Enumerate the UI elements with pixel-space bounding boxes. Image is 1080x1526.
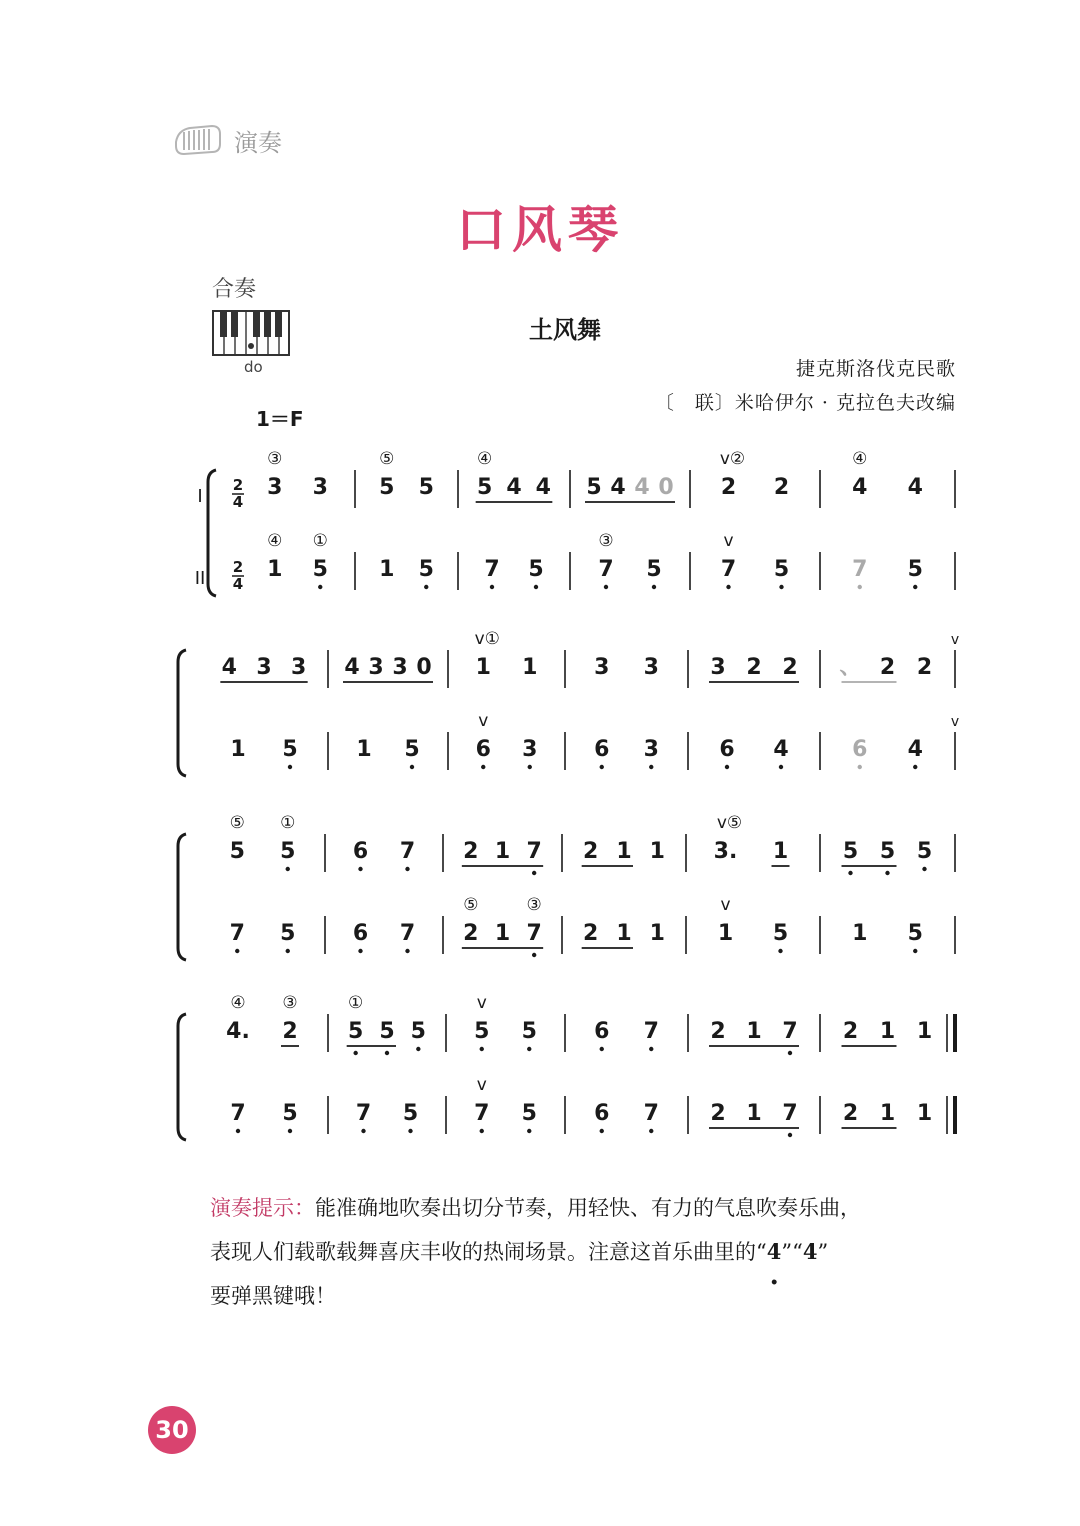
octave-dot-low bbox=[527, 1047, 531, 1051]
note: 2 bbox=[583, 921, 599, 946]
note: 7 bbox=[782, 1019, 798, 1044]
note: 2 bbox=[842, 1101, 859, 1126]
tips-line-1 bbox=[210, 1186, 950, 1230]
fingering-mark: ③ bbox=[598, 531, 614, 551]
note: 7 bbox=[230, 1101, 246, 1126]
note: 6 bbox=[594, 737, 610, 762]
octave-dot-low bbox=[358, 949, 362, 953]
note: 6 bbox=[352, 921, 369, 946]
fingering-mark: v② bbox=[719, 449, 746, 469]
fingering-mark: ④ bbox=[477, 449, 493, 469]
octave-dot-low bbox=[652, 585, 656, 589]
note: 5 bbox=[379, 1019, 395, 1044]
note: 2 bbox=[720, 475, 737, 500]
note: 2 bbox=[773, 475, 790, 500]
part-label-1: I bbox=[197, 486, 203, 507]
note: 3 bbox=[368, 655, 384, 680]
octave-dot-low bbox=[725, 765, 729, 769]
note: 5 bbox=[907, 921, 923, 946]
tips-line-2 bbox=[210, 1230, 950, 1291]
note: 1 bbox=[267, 557, 283, 582]
note: 2 bbox=[916, 655, 933, 680]
octave-dot-low bbox=[405, 949, 409, 953]
note: 5 bbox=[312, 557, 328, 582]
note: 7 bbox=[399, 921, 416, 946]
octave-dot-low bbox=[885, 871, 889, 875]
octave-dot-low bbox=[532, 871, 536, 875]
note: 5 bbox=[418, 557, 434, 582]
note: 6 bbox=[852, 737, 868, 762]
note: 2 bbox=[463, 921, 479, 946]
fingering-mark: v bbox=[476, 993, 487, 1013]
note: 2 bbox=[710, 1101, 726, 1126]
fingering-mark: ④ bbox=[267, 531, 283, 551]
note: 3 bbox=[710, 655, 726, 680]
note: 7 bbox=[399, 839, 416, 864]
octave-dot-low bbox=[286, 949, 290, 953]
octave-dot-low bbox=[480, 1047, 484, 1051]
note: 1 bbox=[772, 839, 789, 864]
note: 、 bbox=[839, 655, 862, 680]
fingering-mark: ① bbox=[348, 993, 364, 1013]
credit-arranger: 〔 联〕米哈伊尔 · 克拉色夫改编 bbox=[654, 392, 956, 414]
fingering-mark: v⑤ bbox=[716, 813, 743, 833]
note: 1 bbox=[746, 1019, 762, 1044]
note: 7 bbox=[229, 921, 245, 946]
octave-dot-low bbox=[235, 949, 239, 953]
tips-line-3: 要弹黑键哦！ bbox=[210, 1284, 336, 1308]
fingering-mark: ③ bbox=[267, 449, 283, 469]
note: 3 bbox=[256, 655, 272, 680]
note: 5 bbox=[402, 1101, 419, 1126]
note: 3. bbox=[713, 839, 738, 864]
octave-dot-low bbox=[288, 765, 292, 769]
fingering-mark: v① bbox=[474, 629, 500, 649]
note: 5 bbox=[418, 475, 434, 500]
octave-dot-low bbox=[532, 953, 536, 957]
note: 1 bbox=[379, 557, 395, 582]
octave-dot-low bbox=[600, 1129, 604, 1133]
note: 3 bbox=[312, 475, 328, 500]
octave-dot-low bbox=[480, 1129, 484, 1133]
note: 5 bbox=[404, 737, 420, 762]
octave-dot-low bbox=[408, 1129, 412, 1133]
octave-dot-low bbox=[779, 585, 783, 589]
octave-dot-low bbox=[922, 867, 926, 871]
note: 7 bbox=[526, 921, 542, 946]
octave-dot-low bbox=[361, 1129, 365, 1133]
note: 4 bbox=[344, 655, 360, 680]
note: 5 bbox=[842, 839, 859, 864]
note: 6 bbox=[475, 737, 491, 762]
tips-label: 演奏提示： bbox=[210, 1196, 315, 1220]
octave-dot-low bbox=[788, 1051, 792, 1055]
octave-dot-low bbox=[726, 585, 730, 589]
note: 2 bbox=[583, 839, 599, 864]
note: 2 bbox=[463, 839, 479, 864]
octave-dot-low bbox=[600, 765, 604, 769]
note: 5 bbox=[477, 475, 493, 500]
time-sig-bottom: 4 bbox=[232, 493, 244, 511]
octave-dot-low bbox=[405, 867, 409, 871]
octave-dot-low bbox=[913, 949, 917, 953]
keyboard-note-label: do bbox=[244, 358, 263, 376]
note: 3 bbox=[522, 737, 538, 762]
octave-dot-low bbox=[848, 871, 852, 875]
octave-dot-low bbox=[788, 1133, 792, 1137]
fingering-mark: ③ bbox=[526, 895, 542, 915]
note: 4. bbox=[226, 1019, 250, 1044]
note: 5 bbox=[772, 921, 789, 946]
octave-dot-low bbox=[604, 585, 608, 589]
note: 5 bbox=[282, 737, 298, 762]
note: 3 bbox=[643, 737, 659, 762]
note: 3 bbox=[392, 655, 408, 680]
note: 1 bbox=[356, 737, 372, 762]
octave-dot-low bbox=[858, 765, 862, 769]
note: 5 bbox=[521, 1101, 537, 1126]
system-brace bbox=[178, 1014, 186, 1140]
tips-text-1: 能准确地吹奏出切分节奏，用轻快、有力的气息吹奏乐曲， bbox=[315, 1196, 861, 1220]
octave-dot-low bbox=[649, 1047, 653, 1051]
note: 3 bbox=[267, 475, 283, 500]
fingering-mark: ⑤ bbox=[379, 449, 395, 469]
note: 5 bbox=[474, 1019, 490, 1044]
note: 1 bbox=[916, 1019, 933, 1044]
note: 1 bbox=[717, 921, 734, 946]
note: 1 bbox=[475, 655, 491, 680]
note: 3 bbox=[643, 655, 659, 680]
note: 1 bbox=[230, 737, 246, 762]
note: 5 bbox=[348, 1019, 364, 1044]
fingering-mark: v bbox=[723, 531, 734, 551]
fingering-mark: ⑤ bbox=[229, 813, 245, 833]
fingering-mark: ③ bbox=[282, 993, 298, 1013]
note: 5 bbox=[379, 475, 395, 500]
note: 5 bbox=[280, 921, 296, 946]
note: 1 bbox=[916, 1101, 933, 1126]
time-sig-top: 2 bbox=[232, 476, 244, 494]
note: 5 bbox=[528, 557, 544, 582]
note: 5 bbox=[879, 839, 896, 864]
note: 7 bbox=[720, 557, 737, 582]
note: 1 bbox=[746, 1101, 762, 1126]
note: 2 bbox=[842, 1019, 859, 1044]
note: 7 bbox=[474, 1101, 490, 1126]
note: 1 bbox=[494, 921, 511, 946]
credit-origin: 捷克斯洛伐克民歌 bbox=[795, 358, 956, 380]
fingering-mark: v bbox=[476, 1075, 487, 1095]
note: 5 bbox=[280, 839, 296, 864]
octave-dot-low bbox=[600, 1047, 604, 1051]
note: 5 bbox=[229, 839, 245, 864]
note: 7 bbox=[484, 557, 500, 582]
note: 1 bbox=[649, 921, 665, 946]
note: 0 bbox=[416, 655, 432, 680]
breath-mark: v bbox=[950, 632, 960, 648]
page-title: 口风琴 bbox=[456, 200, 624, 259]
note: 1 bbox=[522, 655, 538, 680]
key-signature: 1＝F bbox=[256, 407, 304, 431]
octave-dot-low bbox=[288, 1129, 292, 1133]
note: 1 bbox=[494, 839, 511, 864]
section-label: 演奏 bbox=[234, 128, 282, 157]
note: 5 bbox=[916, 839, 933, 864]
note: 6 bbox=[352, 839, 369, 864]
part-label-2: II bbox=[194, 568, 206, 589]
note: 4 bbox=[221, 655, 237, 680]
octave-dot-low bbox=[527, 1129, 531, 1133]
octave-dot-low bbox=[318, 585, 322, 589]
octave-dot-low bbox=[416, 1047, 420, 1051]
ensemble-label: 合奏 bbox=[212, 277, 257, 302]
note: 0 bbox=[658, 475, 674, 500]
note: 4 bbox=[773, 737, 789, 762]
fingering-mark: ④ bbox=[230, 993, 246, 1013]
note: 6 bbox=[594, 1101, 610, 1126]
note: 5 bbox=[773, 557, 790, 582]
octave-dot-low bbox=[778, 949, 782, 953]
note: 1 bbox=[879, 1101, 896, 1126]
note: 4 bbox=[907, 475, 923, 500]
note: 5 bbox=[410, 1019, 426, 1044]
octave-dot-low bbox=[649, 1129, 653, 1133]
note: 4 bbox=[907, 737, 923, 762]
note: 3 bbox=[291, 655, 307, 680]
performance-tips bbox=[210, 1186, 950, 1318]
octave-dot-low bbox=[534, 585, 538, 589]
octave-dot-low bbox=[286, 867, 290, 871]
note: 5 bbox=[646, 557, 662, 582]
octave-dot-low bbox=[779, 765, 783, 769]
note: 6 bbox=[719, 737, 735, 762]
system-brace bbox=[178, 650, 186, 776]
octave-dot-low bbox=[913, 585, 917, 589]
note: 5 bbox=[907, 557, 923, 582]
octave-dot-low bbox=[358, 867, 362, 871]
fingering-mark: ⑤ bbox=[463, 895, 479, 915]
note: 7 bbox=[643, 1019, 659, 1044]
note: 7 bbox=[852, 557, 868, 582]
note: 7 bbox=[782, 1101, 798, 1126]
note: 3 bbox=[594, 655, 610, 680]
note: 7 bbox=[355, 1101, 372, 1126]
time-sig-bottom: 4 bbox=[232, 575, 244, 593]
octave-dot-low bbox=[410, 765, 414, 769]
system-brace bbox=[178, 834, 186, 960]
tips-note-4-low: 4 • bbox=[766, 1239, 782, 1291]
time-sig-top: 2 bbox=[232, 558, 244, 576]
note: 4 bbox=[506, 475, 522, 500]
note: 1 bbox=[852, 921, 868, 946]
tips-text-2: 表现人们载歌载舞喜庆丰收的热闹场景。注意这首乐曲里的“ bbox=[210, 1240, 767, 1264]
octave-dot-low bbox=[649, 765, 653, 769]
octave-dot-low bbox=[385, 1051, 389, 1055]
note: 5 bbox=[282, 1101, 298, 1126]
note: 5 bbox=[586, 475, 602, 500]
note: 6 bbox=[594, 1019, 610, 1044]
fingering-mark: ④ bbox=[852, 449, 868, 469]
octave-dot-low bbox=[490, 585, 494, 589]
note: 4 bbox=[634, 475, 650, 500]
octave-dot-low bbox=[528, 765, 532, 769]
note: 2 bbox=[282, 1019, 298, 1044]
note: 7 bbox=[526, 839, 542, 864]
fingering-mark: v bbox=[478, 711, 489, 731]
tips-quote-mid: ”“ bbox=[781, 1240, 803, 1264]
tips-note-4: 4 bbox=[802, 1239, 818, 1264]
note: 2 bbox=[879, 655, 896, 680]
system-brace bbox=[208, 470, 216, 596]
song-title: 土风舞 bbox=[529, 315, 601, 344]
octave-dot-low bbox=[481, 765, 485, 769]
note: 1 bbox=[649, 839, 665, 864]
note: 1 bbox=[616, 921, 632, 946]
octave-dot-low bbox=[858, 585, 862, 589]
note: 4 bbox=[852, 475, 868, 500]
note: 5 bbox=[521, 1019, 537, 1044]
note: 7 bbox=[598, 557, 614, 582]
octave-dot-low bbox=[424, 585, 428, 589]
octave-dot-low bbox=[236, 1129, 240, 1133]
note: 1 bbox=[616, 839, 632, 864]
breath-mark: v bbox=[950, 714, 960, 730]
fingering-mark: ① bbox=[280, 813, 296, 833]
page-number: 30 bbox=[148, 1406, 196, 1454]
note: 4 bbox=[610, 475, 626, 500]
fingering-mark: v bbox=[720, 895, 731, 915]
note: 2 bbox=[746, 655, 762, 680]
note: 2 bbox=[710, 1019, 726, 1044]
note: 4 bbox=[535, 475, 551, 500]
octave-dot-low bbox=[353, 1051, 357, 1055]
note: 2 bbox=[782, 655, 798, 680]
note: 7 bbox=[643, 1101, 659, 1126]
octave-dot-low bbox=[913, 765, 917, 769]
note: 1 bbox=[879, 1019, 896, 1044]
fingering-mark: ① bbox=[312, 531, 328, 551]
tips-quote-end: ” bbox=[817, 1240, 829, 1264]
